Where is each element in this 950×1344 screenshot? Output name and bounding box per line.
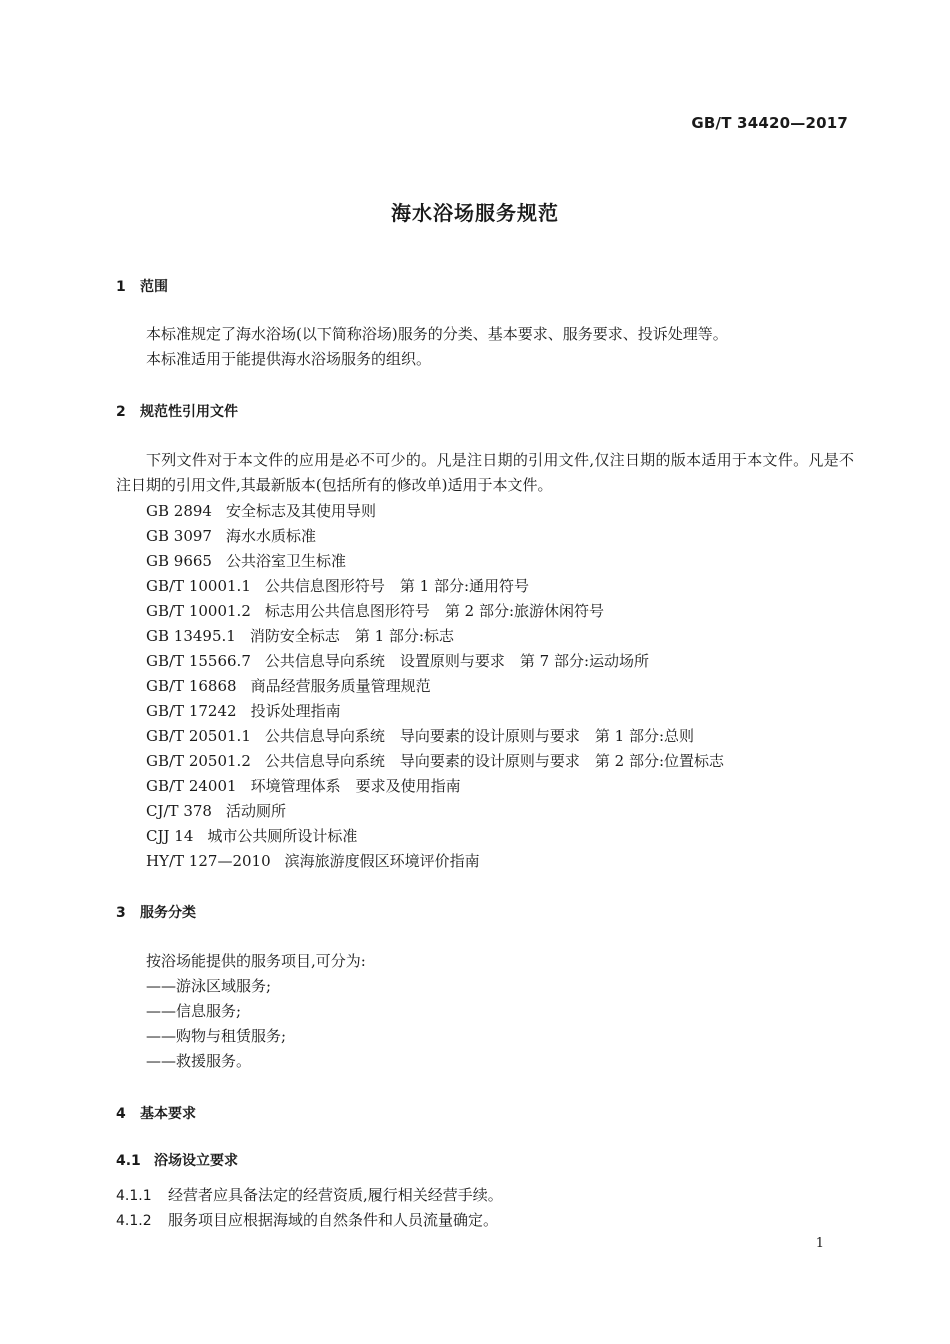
reference-item: [146, 849, 480, 874]
reference-code: GB/T 20501.2: [146, 752, 251, 770]
reference-title: 公共信息导向系统 导向要素的设计原则与要求 第 2 部分:位置标志: [264, 752, 725, 770]
reference-title: 滨海旅游度假区环境评价指南: [284, 852, 480, 870]
clause-text: 经营者应具备法定的经营资质,履行相关经营手续。: [168, 1186, 503, 1204]
reference-item: [146, 624, 454, 649]
clause-4-1-2: [116, 1208, 498, 1234]
reference-item: [146, 574, 529, 599]
reference-code: CJ/T 378: [146, 802, 212, 820]
section-title: 范围: [140, 279, 168, 295]
reference-code: GB/T 20501.1: [146, 727, 251, 745]
reference-code: GB 9665: [146, 552, 212, 570]
reference-title: 公共信息图形符号 第 1 部分:通用符号: [264, 577, 530, 595]
clause-text: 服务项目应根据海域的自然条件和人员流量确定。: [168, 1211, 499, 1229]
document-title: 海水浴场服务规范: [391, 201, 559, 225]
reference-title: 海水水质标准: [225, 527, 316, 545]
reference-item: [146, 824, 357, 849]
classification-intro: 按浴场能提供的服务项目,可分为:: [146, 952, 366, 970]
reference-item: [146, 799, 286, 824]
reference-item: [146, 774, 461, 799]
reference-code: HY/T 127—2010: [146, 852, 271, 870]
reference-item: [146, 599, 604, 624]
reference-code: CJJ 14: [146, 827, 194, 845]
clause-4-1-1: [116, 1183, 503, 1209]
subsection-number: 4.1: [116, 1153, 141, 1169]
reference-title: 标志用公共信息图形符号 第 2 部分:旅游休闲符号: [264, 602, 605, 620]
standard-number: GB/T 34420—2017: [691, 114, 848, 132]
reference-item: [146, 674, 431, 699]
reference-title: 消防安全标志 第 1 部分:标志: [249, 627, 454, 645]
section-3-heading: [116, 902, 196, 922]
service-item: ——游泳区域服务;: [146, 977, 272, 995]
reference-code: GB/T 16868: [146, 677, 237, 695]
subsection-4-1-heading: [116, 1150, 238, 1170]
reference-title: 安全标志及其使用导则: [225, 502, 376, 520]
reference-item: [146, 749, 724, 774]
section-4-heading: [116, 1103, 196, 1123]
section-title: 规范性引用文件: [140, 404, 238, 420]
reference-code: GB 13495.1: [146, 627, 236, 645]
section-title: 基本要求: [140, 1106, 196, 1122]
reference-item: [146, 724, 694, 749]
reference-item: [146, 649, 649, 674]
section-title: 服务分类: [140, 905, 196, 921]
reference-code: GB 2894: [146, 502, 212, 520]
reference-code: GB 3097: [146, 527, 212, 545]
references-intro: 下列文件对于本文件的应用是必不可少的。凡是注日期的引用文件,仅注日期的版本适用于本文件。凡是不注日期的引用文件,其最新版本(包括所有的修改单)适用于本文件。: [116, 451, 854, 494]
scope-paragraph-1: 本标准规定了海水浴场(以下简称浴场)服务的分类、基本要求、服务要求、投诉处理等。: [146, 325, 728, 343]
service-item: ——救援服务。: [146, 1052, 252, 1070]
clause-number: 4.1.2: [116, 1213, 152, 1229]
clause-number: 4.1.1: [116, 1188, 152, 1204]
scope-paragraph-2: 本标准适用于能提供海水浴场服务的组织。: [146, 350, 432, 368]
section-number: 4: [116, 1106, 126, 1122]
service-item: ——购物与租赁服务;: [146, 1027, 287, 1045]
section-2-heading: [116, 401, 238, 421]
reference-code: GB/T 24001: [146, 777, 237, 795]
reference-title: 环境管理体系 要求及使用指南: [250, 777, 461, 795]
section-1-heading: [116, 276, 168, 296]
reference-code: GB/T 10001.1: [146, 577, 251, 595]
section-number: 3: [116, 905, 126, 921]
reference-item: [146, 499, 376, 524]
reference-title: 投诉处理指南: [250, 702, 341, 720]
reference-item: [146, 699, 341, 724]
page-number: 1: [815, 1236, 824, 1251]
reference-title: 城市公共厕所设计标准: [207, 827, 358, 845]
reference-title: 活动厕所: [225, 802, 286, 820]
subsection-title: 浴场设立要求: [154, 1153, 238, 1169]
reference-code: GB/T 15566.7: [146, 652, 251, 670]
reference-title: 公共信息导向系统 设置原则与要求 第 7 部分:运动场所: [264, 652, 650, 670]
reference-code: GB/T 17242: [146, 702, 237, 720]
reference-title: 公共浴室卫生标准: [225, 552, 346, 570]
section-number: 2: [116, 404, 126, 420]
reference-title: 公共信息导向系统 导向要素的设计原则与要求 第 1 部分:总则: [264, 727, 695, 745]
reference-item: [146, 549, 346, 574]
service-item: ——信息服务;: [146, 1002, 242, 1020]
reference-code: GB/T 10001.2: [146, 602, 251, 620]
reference-title: 商品经营服务质量管理规范: [250, 677, 431, 695]
reference-item: [146, 524, 316, 549]
section-number: 1: [116, 279, 126, 295]
